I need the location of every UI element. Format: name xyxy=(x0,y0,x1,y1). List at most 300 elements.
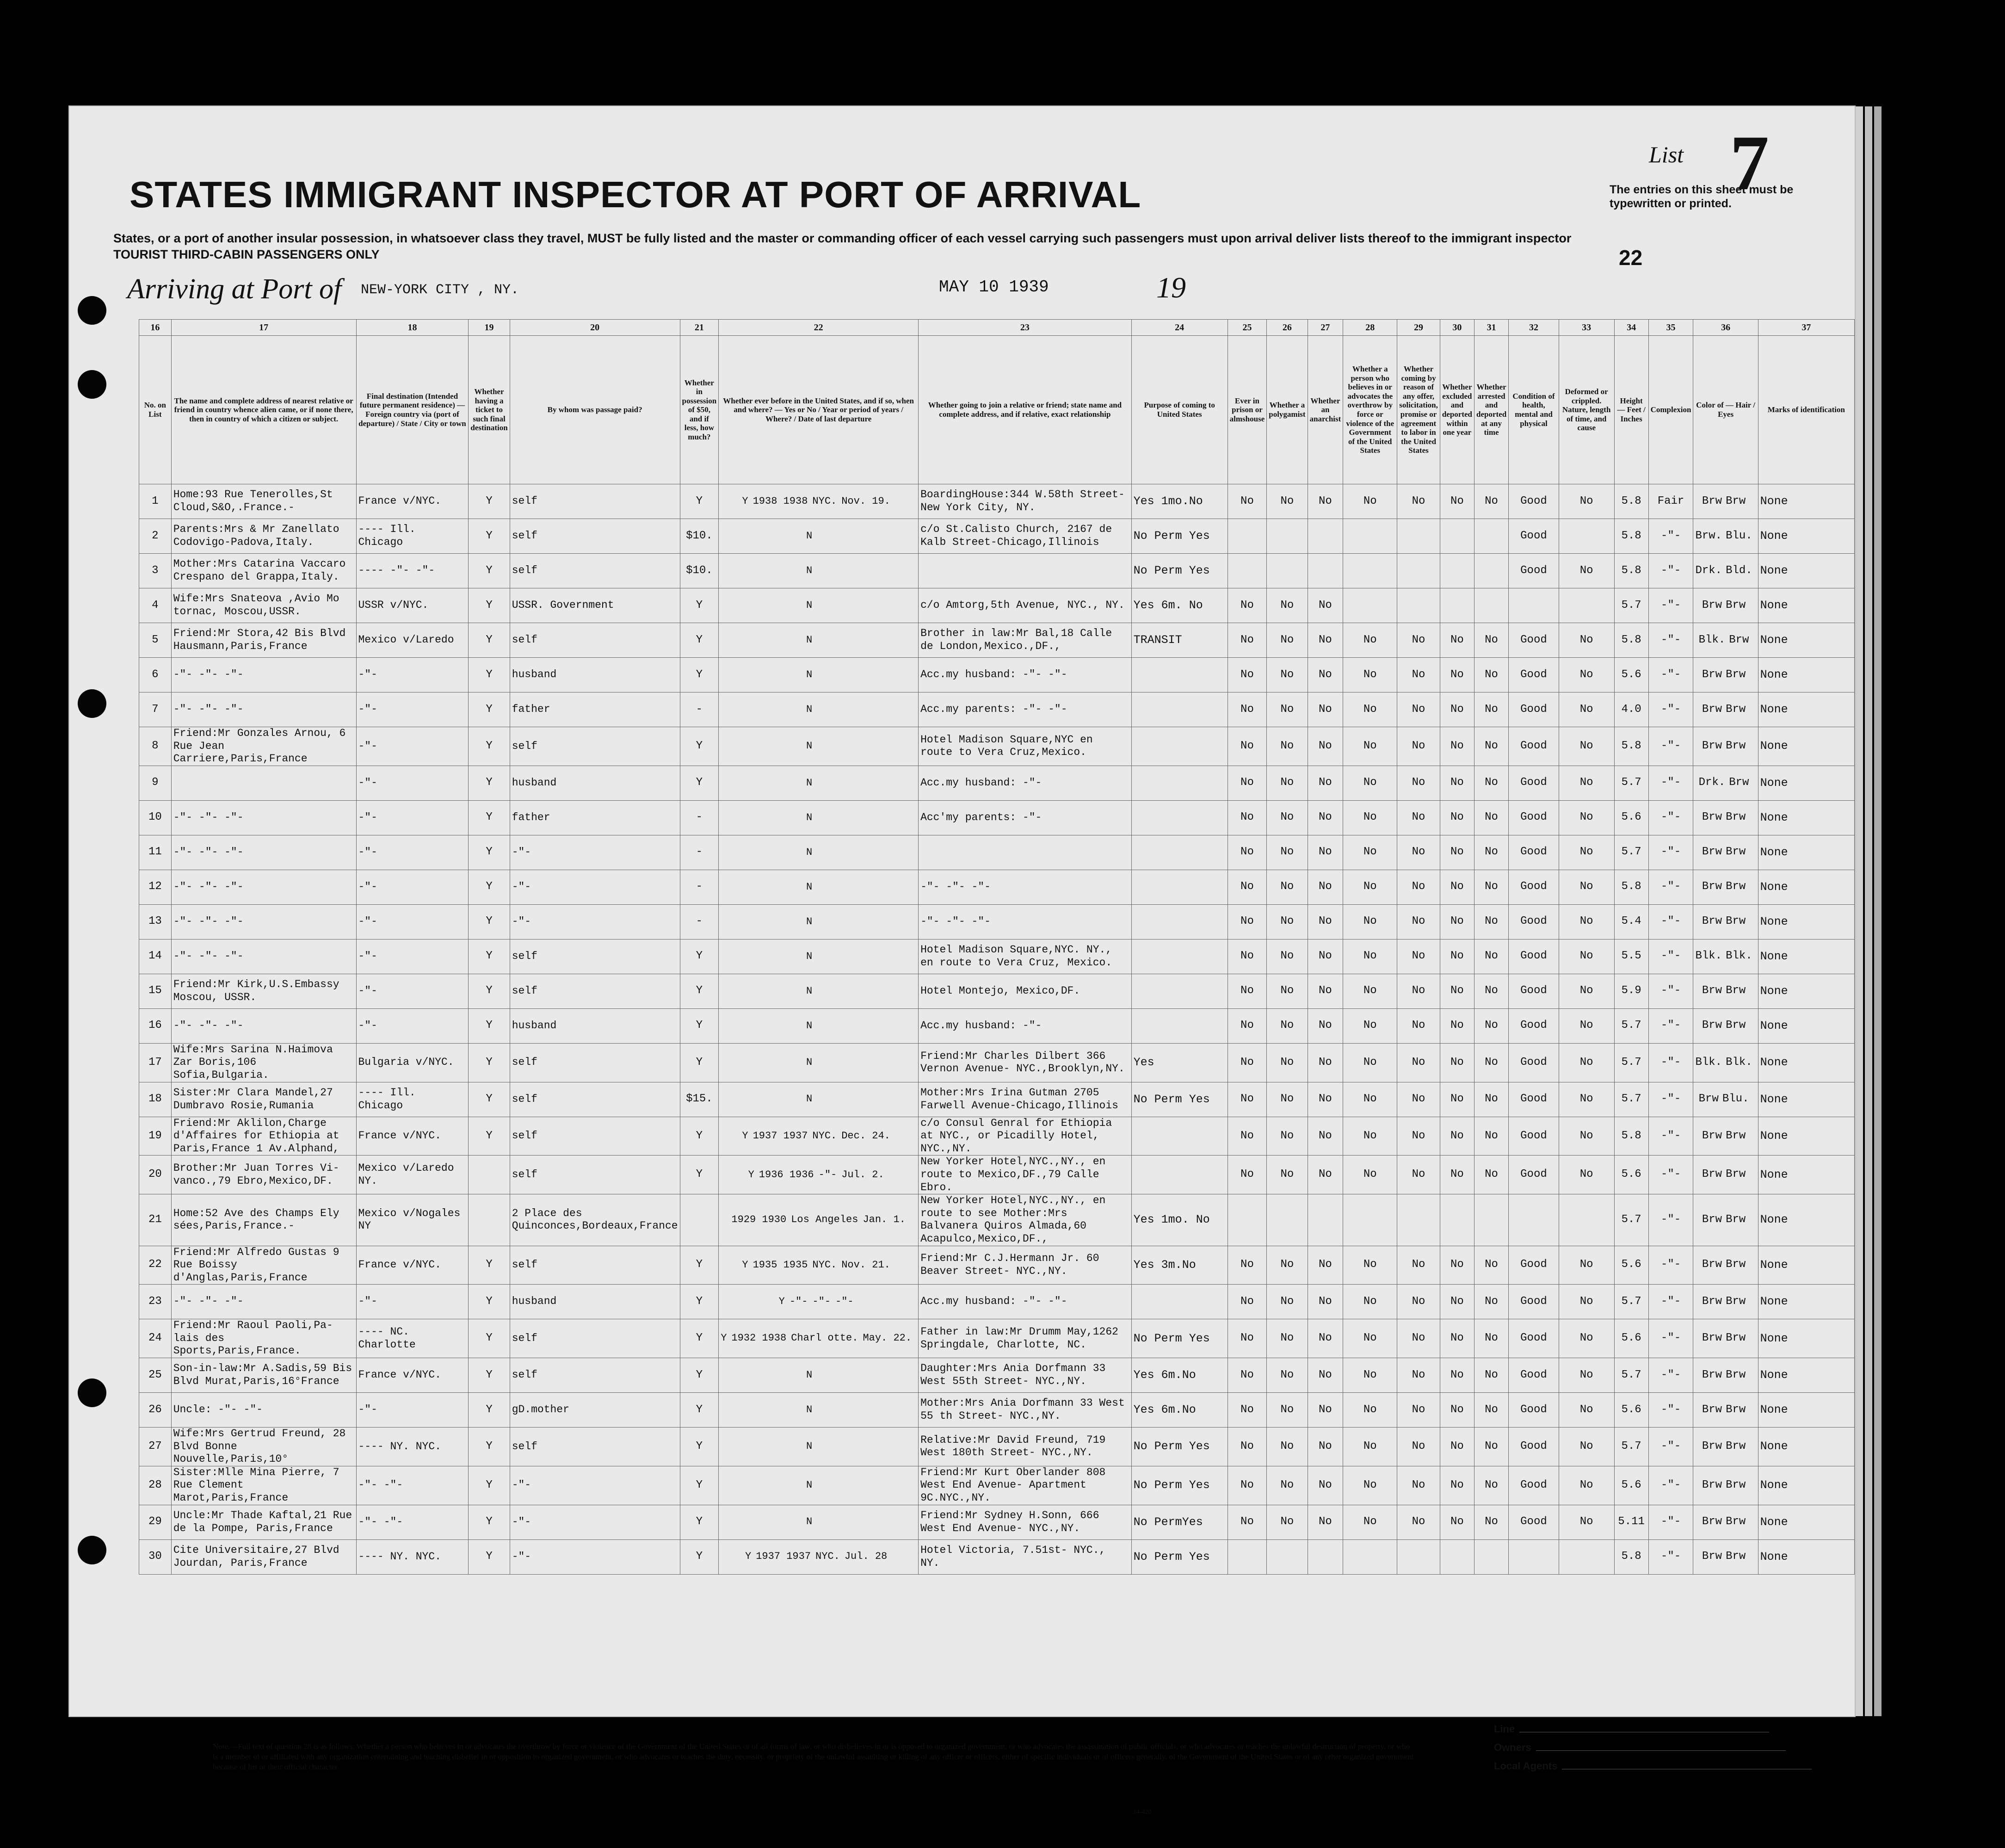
cell-ticket: Y xyxy=(469,1505,510,1539)
cell-deformed: No xyxy=(1559,1505,1614,1539)
cell-complexion: -"- xyxy=(1648,1285,1693,1319)
cell-health: Good xyxy=(1509,1319,1559,1358)
cell-final-destination: Bulgaria v/NYC. xyxy=(356,1043,469,1082)
cell-polygamist: No xyxy=(1267,766,1308,800)
cell-final-destination: -"- xyxy=(356,1008,469,1043)
cell-final-destination: -"- xyxy=(356,1393,469,1428)
cell-relative-address: -"- -"- -"- xyxy=(171,692,356,727)
column-number: 20 xyxy=(510,320,680,336)
cell-question-28: No xyxy=(1343,1428,1397,1466)
cell-hair-eyes xyxy=(1693,658,1758,692)
cell-height: 5.7 xyxy=(1614,1428,1648,1466)
cell-deformed xyxy=(1559,588,1614,623)
cell-prison: No xyxy=(1228,1043,1267,1082)
cell-question-30: No xyxy=(1440,1358,1474,1393)
cell-anarchist: No xyxy=(1308,904,1343,939)
cell-question-29: No xyxy=(1397,904,1440,939)
cell-money: - xyxy=(680,835,719,870)
cell-purpose: No Perm Yes xyxy=(1131,1466,1228,1505)
cell-final-destination: -"- xyxy=(356,658,469,692)
cell-eyes: Blu. xyxy=(1722,1093,1749,1106)
cell-money: Y xyxy=(680,727,719,766)
cell-question-31: No xyxy=(1474,1358,1508,1393)
cell-list-number: 11 xyxy=(139,835,172,870)
cell-complexion: -"- xyxy=(1648,1428,1693,1466)
cell-deformed: No xyxy=(1559,623,1614,658)
cell-purpose: No Perm Yes xyxy=(1131,1539,1228,1574)
cell-before: Y xyxy=(778,1296,785,1308)
question-28-note: Note.—Full text of question 28 is as follows: Whether a person who believes in or advocates the overthrow by force or violence of the Government of the United States or of all forms of law, or who disbelieves in or is opposed to organized government, or who advocates the assassination of public officials, or who advocates or teaches the unlawful destruction of property, or who is a member of or affiliated with any organization entertaining and teaching disbelief in or opposition to organized government, or who advocates or teaches the duty, necessity, or propriety of the unlawful assaulting or killing of any officer or officers, either of specific individuals or of officers generally, of the Government of the United States or of any other organized government because of his or their official character. xyxy=(213,1742,1414,1772)
cell-passage-paid-by: self xyxy=(510,974,680,1008)
column-number-row xyxy=(139,320,1855,336)
column-number: 21 xyxy=(680,320,719,336)
cell-eyes: Brw xyxy=(1726,599,1746,612)
cell-hair-eyes xyxy=(1693,835,1758,870)
cell-question-31 xyxy=(1474,588,1508,623)
cell-passage-paid-by: -"- xyxy=(510,870,680,904)
cell-final-destination: -"- xyxy=(356,727,469,766)
cell-hair: Brw xyxy=(1702,1403,1722,1416)
table-row xyxy=(139,1285,1855,1319)
cell-years: 1932 1938 xyxy=(731,1332,787,1344)
column-number: 33 xyxy=(1559,320,1614,336)
cell-polygamist xyxy=(1267,554,1308,588)
cell-money: Y xyxy=(680,1008,719,1043)
cell-money: Y xyxy=(680,1466,719,1505)
column-number: 16 xyxy=(139,320,172,336)
cell-complexion: -"- xyxy=(1648,1466,1693,1505)
cell-complexion: -"- xyxy=(1648,1043,1693,1082)
cell-final-destination: -"- xyxy=(356,974,469,1008)
cell-before: Y xyxy=(748,1168,754,1180)
cell-hair-eyes xyxy=(1693,1358,1758,1393)
cell-before: N xyxy=(806,564,813,576)
agents-field xyxy=(1494,1760,1812,1772)
cell-marks: None xyxy=(1758,835,1854,870)
cell-hair: Brw xyxy=(1702,1019,1722,1032)
cell-hair-eyes xyxy=(1693,692,1758,727)
cell-hair-eyes xyxy=(1693,623,1758,658)
cell-money: Y xyxy=(680,484,719,519)
cell-deformed: No xyxy=(1559,1466,1614,1505)
cell-hair-eyes xyxy=(1693,800,1758,835)
cell-marks: None xyxy=(1758,727,1854,766)
cell-ticket: Y xyxy=(469,623,510,658)
cell-complexion: -"- xyxy=(1648,800,1693,835)
cell-question-28 xyxy=(1343,519,1397,554)
cell-polygamist: No xyxy=(1267,484,1308,519)
cell-question-30: No xyxy=(1440,1466,1474,1505)
cell-eyes: Blk. xyxy=(1726,950,1752,963)
cell-purpose: Yes 6m. No xyxy=(1131,588,1228,623)
cell-question-31: No xyxy=(1474,1428,1508,1466)
cell-height: 5.6 xyxy=(1614,1319,1648,1358)
cell-list-number: 22 xyxy=(139,1246,172,1285)
cell-final-destination: France v/NYC. xyxy=(356,1117,469,1156)
cell-question-28: No xyxy=(1343,484,1397,519)
cell-prison xyxy=(1228,519,1267,554)
cell-prison: No xyxy=(1228,1156,1267,1194)
cell-ticket: Y xyxy=(469,1082,510,1117)
cell-question-31 xyxy=(1474,1194,1508,1246)
cell-before-in-us xyxy=(719,1043,919,1082)
column-heading: The name and complete address of nearest relative or friend in country whence alien came, or if none there, then in country of which a citizen or subject. xyxy=(171,336,356,484)
cell-prison: No xyxy=(1228,835,1267,870)
table-row xyxy=(139,1466,1855,1505)
cell-years: -"- xyxy=(789,1296,808,1308)
cell-height: 5.8 xyxy=(1614,623,1648,658)
cell-before-in-us xyxy=(719,692,919,727)
cell-before: N xyxy=(806,668,813,680)
cell-joining: Hotel Montejo, Mexico,DF. xyxy=(919,974,1132,1008)
cell-question-28: No xyxy=(1343,727,1397,766)
table-row xyxy=(139,974,1855,1008)
cell-prison: No xyxy=(1228,1466,1267,1505)
cell-question-29: No xyxy=(1397,800,1440,835)
cell-ticket: Y xyxy=(469,800,510,835)
cell-question-30: No xyxy=(1440,870,1474,904)
cell-list-number: 20 xyxy=(139,1156,172,1194)
cell-question-29: No xyxy=(1397,766,1440,800)
cell-hair-eyes xyxy=(1693,1428,1758,1466)
cell-final-destination: ---- NY. NYC. xyxy=(356,1539,469,1574)
cell-hair: Brw xyxy=(1702,984,1722,997)
cell-before-in-us xyxy=(719,588,919,623)
table-row xyxy=(139,692,1855,727)
column-number: 25 xyxy=(1228,320,1267,336)
cell-ticket: Y xyxy=(469,1393,510,1428)
cell-question-29: No xyxy=(1397,939,1440,974)
cell-money: - xyxy=(680,870,719,904)
column-number: 27 xyxy=(1308,320,1343,336)
cell-polygamist: No xyxy=(1267,1319,1308,1358)
cell-before-in-us xyxy=(719,1358,919,1393)
cell-question-31: No xyxy=(1474,870,1508,904)
cell-eyes: Brw xyxy=(1726,984,1746,997)
owners-blank[interactable] xyxy=(1536,1750,1786,1751)
cell-question-28 xyxy=(1343,588,1397,623)
cell-final-destination: -"- xyxy=(356,1285,469,1319)
column-number: 29 xyxy=(1397,320,1440,336)
cell-question-29 xyxy=(1397,1539,1440,1574)
cell-height: 5.7 xyxy=(1614,1358,1648,1393)
cell-final-destination: Mexico v/Laredo NY. xyxy=(356,1156,469,1194)
cell-polygamist: No xyxy=(1267,727,1308,766)
cell-height: 5.6 xyxy=(1614,1393,1648,1428)
cell-joining: Daughter:Mrs Ania Dorfmann 33 West 55th Street- NYC.,NY. xyxy=(919,1358,1132,1393)
cell-ticket: Y xyxy=(469,939,510,974)
cell-complexion: -"- xyxy=(1648,766,1693,800)
cell-eyes: Brw xyxy=(1726,811,1746,824)
cell-question-29: No xyxy=(1397,1358,1440,1393)
cell-anarchist: No xyxy=(1308,1393,1343,1428)
port-value: NEW-YORK CITY , NY. xyxy=(361,282,519,298)
cell-eyes: Blu. xyxy=(1726,529,1752,542)
cell-date: Jul. 2. xyxy=(841,1168,884,1180)
cell-marks: None xyxy=(1758,1043,1854,1082)
cell-list-number: 10 xyxy=(139,800,172,835)
cell-before: N xyxy=(806,1093,813,1105)
table-row xyxy=(139,870,1855,904)
cell-purpose xyxy=(1131,974,1228,1008)
cell-question-31: No xyxy=(1474,1393,1508,1428)
cell-anarchist: No xyxy=(1308,658,1343,692)
cell-height: 5.8 xyxy=(1614,727,1648,766)
cell-question-28: No xyxy=(1343,1505,1397,1539)
cell-relative-address: Wife:Mrs Gertrud Freund, 28 Blvd Bonne Nouvelle,Paris,10° xyxy=(171,1428,356,1466)
table-row xyxy=(139,1246,1855,1285)
cell-purpose xyxy=(1131,835,1228,870)
cell-joining: New Yorker Hotel,NYC.,NY., en route to see Mother:Mrs Balvanera Quiros Almada,60 Acapulco,Mexico,DF., xyxy=(919,1194,1132,1246)
cell-hair: Blk. xyxy=(1695,1056,1722,1069)
cell-marks: None xyxy=(1758,658,1854,692)
cell-years: 1937 1937 xyxy=(756,1551,811,1563)
cell-money: Y xyxy=(680,1358,719,1393)
cell-health: Good xyxy=(1509,554,1559,588)
cell-deformed: No xyxy=(1559,658,1614,692)
cell-question-29: No xyxy=(1397,1505,1440,1539)
cell-before: Y xyxy=(745,1551,752,1563)
cell-before: N xyxy=(806,881,813,893)
cell-marks: None xyxy=(1758,692,1854,727)
cell-eyes: Brw xyxy=(1726,1478,1746,1491)
cell-before-in-us xyxy=(719,1428,919,1466)
cell-relative-address: Cite Universitaire,27 Blvd Jourdan, Paris,France xyxy=(171,1539,356,1574)
cell-question-31: No xyxy=(1474,974,1508,1008)
cell-deformed: No xyxy=(1559,1358,1614,1393)
arrival-date: MAY 10 1939 xyxy=(939,278,1049,297)
cell-purpose xyxy=(1131,939,1228,974)
cell-purpose: No Perm Yes xyxy=(1131,1428,1228,1466)
cell-question-31 xyxy=(1474,554,1508,588)
cell-date: May. 22. xyxy=(863,1332,912,1344)
column-heading: By whom was passage paid? xyxy=(510,336,680,484)
cell-ticket: Y xyxy=(469,588,510,623)
cell-height: 5.8 xyxy=(1614,1117,1648,1156)
cell-relative-address: Brother:Mr Juan Torres Vi- vanco.,79 Ebro,Mexico,DF. xyxy=(171,1156,356,1194)
table-row xyxy=(139,766,1855,800)
cell-eyes: Brw xyxy=(1726,1368,1746,1381)
cell-anarchist: No xyxy=(1308,1246,1343,1285)
cell-final-destination: -"- xyxy=(356,692,469,727)
cell-polygamist: No xyxy=(1267,1246,1308,1285)
cell-before: N xyxy=(806,1403,813,1415)
cell-complexion: -"- xyxy=(1648,588,1693,623)
cell-question-28: No xyxy=(1343,800,1397,835)
cell-complexion: -"- xyxy=(1648,554,1693,588)
cell-before-in-us xyxy=(719,1117,919,1156)
cell-deformed: No xyxy=(1559,870,1614,904)
cell-relative-address: Friend:Mr Aklilon,Charge d'Affaires for Ethiopia at Paris,France 1 Av.Alphand, xyxy=(171,1117,356,1156)
cell-before-in-us xyxy=(719,800,919,835)
cell-question-31: No xyxy=(1474,1246,1508,1285)
cell-hair: Brw xyxy=(1702,494,1722,507)
cell-health: Good xyxy=(1509,800,1559,835)
cell-anarchist: No xyxy=(1308,800,1343,835)
cell-prison: No xyxy=(1228,974,1267,1008)
cell-question-30: No xyxy=(1440,727,1474,766)
cell-eyes: Brw xyxy=(1729,776,1749,789)
cell-marks: None xyxy=(1758,870,1854,904)
cell-question-31: No xyxy=(1474,484,1508,519)
cell-passage-paid-by: father xyxy=(510,692,680,727)
cell-polygamist: No xyxy=(1267,1358,1308,1393)
table-row xyxy=(139,1358,1855,1393)
cell-question-29: No xyxy=(1397,692,1440,727)
cell-list-number: 19 xyxy=(139,1117,172,1156)
cell-passage-paid-by: self xyxy=(510,1043,680,1082)
cell-before-in-us xyxy=(719,1505,919,1539)
cell-marks: None xyxy=(1758,1505,1854,1539)
cell-final-destination: ---- -"- -"- xyxy=(356,554,469,588)
cell-height: 4.0 xyxy=(1614,692,1648,727)
cell-eyes: Brw xyxy=(1729,633,1749,646)
cell-hair-eyes xyxy=(1693,1082,1758,1117)
cell-deformed: No xyxy=(1559,554,1614,588)
cell-polygamist: No xyxy=(1267,1082,1308,1117)
cell-question-29: No xyxy=(1397,1466,1440,1505)
cell-health xyxy=(1509,588,1559,623)
owners-label: Owners xyxy=(1494,1742,1531,1753)
cell-final-destination: -"- -"- xyxy=(356,1466,469,1505)
cell-list-number: 12 xyxy=(139,870,172,904)
cell-hair-eyes xyxy=(1693,1194,1758,1246)
cell-relative-address xyxy=(171,766,356,800)
cell-relative-address: -"- -"- -"- xyxy=(171,904,356,939)
cell-passage-paid-by: husband xyxy=(510,1285,680,1319)
cell-question-29: No xyxy=(1397,835,1440,870)
cell-eyes: Brw xyxy=(1726,880,1746,893)
cell-joining: Friend:Mr Sydney H.Sonn, 666 West End Avenue- NYC.,NY. xyxy=(919,1505,1132,1539)
cell-eyes: Brw xyxy=(1726,1403,1746,1416)
cell-relative-address: Sister:Mlle Mina Pierre, 7 Rue Clement Marot,Paris,France xyxy=(171,1466,356,1505)
cell-question-28: No xyxy=(1343,623,1397,658)
cell-polygamist: No xyxy=(1267,1043,1308,1082)
cell-hair-eyes xyxy=(1693,1319,1758,1358)
cell-anarchist: No xyxy=(1308,1358,1343,1393)
cell-passage-paid-by: father xyxy=(510,800,680,835)
cell-purpose: Yes 3m.No xyxy=(1131,1246,1228,1285)
cell-purpose xyxy=(1131,658,1228,692)
cell-question-30: No xyxy=(1440,1082,1474,1117)
cell-complexion: -"- xyxy=(1648,1082,1693,1117)
cell-health: Good xyxy=(1509,939,1559,974)
cell-purpose xyxy=(1131,870,1228,904)
cell-before: N xyxy=(806,1056,813,1068)
cell-final-destination: -"- -"- xyxy=(356,1505,469,1539)
cell-polygamist: No xyxy=(1267,1285,1308,1319)
cell-question-29: No xyxy=(1397,1285,1440,1319)
cell-health: Good xyxy=(1509,1008,1559,1043)
cell-marks: None xyxy=(1758,1539,1854,1574)
cell-before-in-us xyxy=(719,623,919,658)
page-number: 22 xyxy=(1619,246,1643,270)
cell-list-number: 9 xyxy=(139,766,172,800)
cell-marks: None xyxy=(1758,1117,1854,1156)
cell-complexion: -"- xyxy=(1648,1539,1693,1574)
cell-eyes: Brw xyxy=(1726,494,1746,507)
cell-deformed: No xyxy=(1559,1319,1614,1358)
cell-relative-address: Wife:Mrs Sarina N.Haimova Zar Boris,106 Sofia,Bulgaria. xyxy=(171,1043,356,1082)
cell-marks: None xyxy=(1758,766,1854,800)
cell-health xyxy=(1509,1539,1559,1574)
cell-question-29 xyxy=(1397,1194,1440,1246)
cell-height: 5.7 xyxy=(1614,588,1648,623)
cell-question-30 xyxy=(1440,1539,1474,1574)
cell-before: Y xyxy=(742,1259,748,1271)
cell-final-destination: ---- Ill. Chicago xyxy=(356,1082,469,1117)
table-row xyxy=(139,1043,1855,1082)
cell-ticket: Y xyxy=(469,1043,510,1082)
cell-before-in-us xyxy=(719,1082,919,1117)
cell-polygamist: No xyxy=(1267,1505,1308,1539)
cell-marks: None xyxy=(1758,1358,1854,1393)
cell-hair: Blk. xyxy=(1698,633,1726,646)
cell-height: 5.9 xyxy=(1614,974,1648,1008)
cell-question-29 xyxy=(1397,588,1440,623)
cell-complexion: -"- xyxy=(1648,623,1693,658)
cell-question-28 xyxy=(1343,1539,1397,1574)
line-label: Line xyxy=(1494,1723,1515,1735)
column-number: 30 xyxy=(1440,320,1474,336)
cell-hair-eyes xyxy=(1693,904,1758,939)
cell-hair-eyes xyxy=(1693,1285,1758,1319)
cell-anarchist xyxy=(1308,1539,1343,1574)
cell-deformed: No xyxy=(1559,1008,1614,1043)
cell-question-30: No xyxy=(1440,484,1474,519)
entries-note: The entries on this sheet must be typewritten or printed. xyxy=(1610,183,1794,210)
cell-question-29: No xyxy=(1397,1319,1440,1358)
cell-health: Good xyxy=(1509,519,1559,554)
table-row xyxy=(139,800,1855,835)
cell-polygamist: No xyxy=(1267,904,1308,939)
cell-question-31: No xyxy=(1474,1285,1508,1319)
cell-health: Good xyxy=(1509,1285,1559,1319)
table-row xyxy=(139,623,1855,658)
cell-joining: Relative:Mr David Freund, 719 West 180th Street- NYC.,NY. xyxy=(919,1428,1132,1466)
cell-prison: No xyxy=(1228,484,1267,519)
cell-relative-address: Home:52 Ave des Champs Ely sées,Paris,France.- xyxy=(171,1194,356,1246)
column-number: 32 xyxy=(1509,320,1559,336)
cell-deformed: No xyxy=(1559,727,1614,766)
cell-deformed xyxy=(1559,1539,1614,1574)
cell-health: Good xyxy=(1509,1428,1559,1466)
binder-hole xyxy=(78,1378,106,1407)
cell-hair-eyes xyxy=(1693,1246,1758,1285)
cell-hair-eyes xyxy=(1693,484,1758,519)
column-heading: Height — Feet / Inches xyxy=(1614,336,1648,484)
column-heading: No. on List xyxy=(139,336,172,484)
cell-complexion: -"- xyxy=(1648,1194,1693,1246)
cell-purpose: Yes 6m.No xyxy=(1131,1393,1228,1428)
cell-question-31 xyxy=(1474,519,1508,554)
cell-polygamist: No xyxy=(1267,692,1308,727)
cell-before: N xyxy=(806,599,813,611)
cell-anarchist: No xyxy=(1308,766,1343,800)
cell-hair-eyes xyxy=(1693,1539,1758,1574)
cell-deformed: No xyxy=(1559,1393,1614,1428)
cell-question-30: No xyxy=(1440,1393,1474,1428)
cell-hair: Brw xyxy=(1702,1129,1722,1142)
table-row xyxy=(139,835,1855,870)
cell-hair-eyes xyxy=(1693,1043,1758,1082)
cell-hair: Brw xyxy=(1702,1550,1722,1563)
cell-joining: BoardingHouse:344 W.58th Street- New York City, NY. xyxy=(919,484,1132,519)
cell-ticket: Y xyxy=(469,1539,510,1574)
cell-question-28: No xyxy=(1343,658,1397,692)
cell-money: Y xyxy=(680,1285,719,1319)
cell-before-in-us xyxy=(719,766,919,800)
